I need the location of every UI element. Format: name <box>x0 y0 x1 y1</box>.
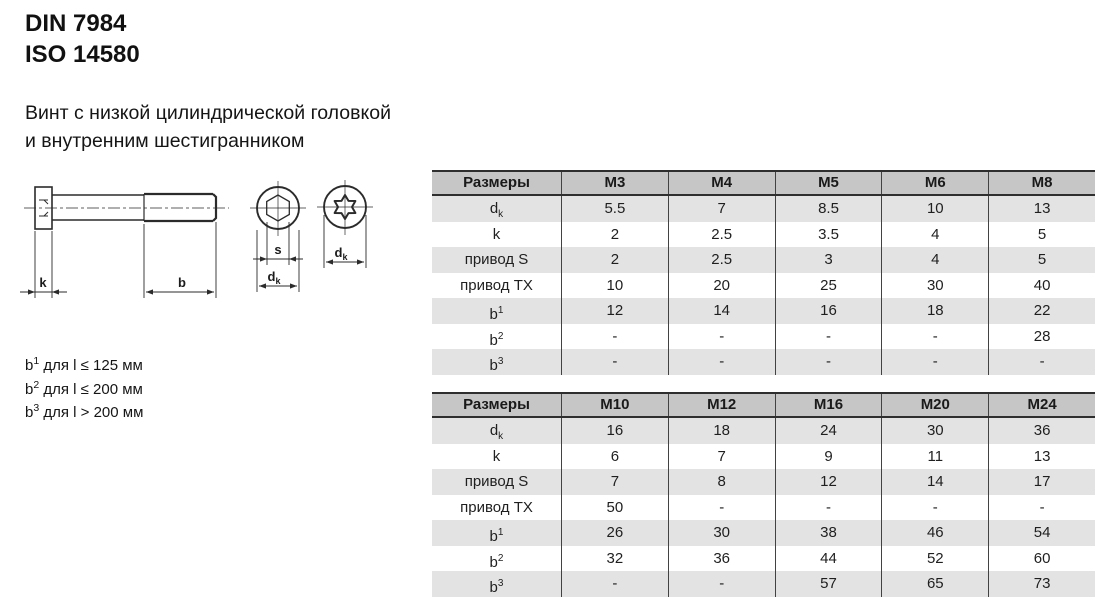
table-cell: 2.5 <box>668 222 775 248</box>
row-label: привод S <box>464 473 529 490</box>
standard-iso: ISO 14580 <box>25 41 140 68</box>
table-cell: - <box>775 349 882 375</box>
table-cell: 57 <box>775 571 882 597</box>
row-label: привод TX <box>460 498 533 516</box>
table-cell: - <box>988 349 1095 375</box>
dimension-label-b: b <box>178 275 186 290</box>
table-row <box>432 469 1095 495</box>
table-cell: 50 <box>561 495 668 521</box>
row-label: привод TX <box>460 276 533 294</box>
table-cell: 30 <box>881 418 988 444</box>
table-cell: 36 <box>988 418 1095 444</box>
table-row <box>432 444 1095 470</box>
footnote-b1: $b^1$ для l ≤ 125 мм <box>25 355 143 374</box>
table-cell: 30 <box>668 520 775 546</box>
row-label: $b^1$ <box>489 305 504 323</box>
table-header-row <box>432 394 1095 418</box>
table-cell: - <box>561 324 668 350</box>
row-label: $d_k$ <box>489 200 504 220</box>
table-cell: - <box>561 349 668 375</box>
column-header: M8 <box>988 172 1095 194</box>
table-cell: - <box>668 495 775 521</box>
table-cell: 5.5 <box>561 196 668 222</box>
table-cell: 2 <box>561 247 668 273</box>
table-cell: 38 <box>775 520 882 546</box>
table-cell: 46 <box>881 520 988 546</box>
table-cell: 22 <box>988 298 1095 324</box>
head-view-hex <box>250 181 306 292</box>
table-row <box>432 222 1095 248</box>
table-cell: 60 <box>988 546 1095 572</box>
dimension-table-m10-m24 <box>432 392 1095 597</box>
column-header: M20 <box>881 394 988 416</box>
row-label: k <box>492 447 501 465</box>
length-footnotes <box>25 352 143 423</box>
table-cell: 3.5 <box>775 222 882 248</box>
column-header: M6 <box>881 172 988 194</box>
table-cell: 5 <box>988 247 1095 273</box>
table-cell: 9 <box>775 444 882 470</box>
table-row <box>432 546 1095 572</box>
table-cell: - <box>988 495 1095 521</box>
table-cell: 73 <box>988 571 1095 597</box>
table-cell: 3 <box>775 247 882 273</box>
table-row <box>432 324 1095 350</box>
row-label: $b^2$ <box>489 330 504 349</box>
product-title-line1: Винт с низкой цилиндрической головкой <box>25 102 391 124</box>
table-cell: 20 <box>668 273 775 299</box>
row-label: привод S <box>464 251 529 268</box>
table-cell: 25 <box>775 273 882 299</box>
table-row <box>432 247 1095 273</box>
side-view <box>24 187 229 229</box>
table-cell: 2.5 <box>668 247 775 273</box>
standard-din: DIN 7984 <box>25 10 127 37</box>
table-cell: - <box>881 324 988 350</box>
screw-technical-drawing <box>10 175 420 315</box>
table-cell: - <box>775 495 882 521</box>
row-label: $d_k$ <box>489 422 504 442</box>
table-cell: 10 <box>881 196 988 222</box>
row-label: $b^3$ <box>489 578 504 596</box>
table-cell: 5 <box>988 222 1095 248</box>
table-cell: 13 <box>988 444 1095 470</box>
table-cell: - <box>881 349 988 375</box>
footnote-b2: $b^2$ для l ≤ 200 мм <box>25 378 143 398</box>
table-cell: 24 <box>775 418 882 444</box>
table-cell: 52 <box>881 546 988 572</box>
table-row <box>432 495 1095 521</box>
table-cell: 6 <box>561 444 668 470</box>
table-row <box>432 418 1095 444</box>
table-cell: 10 <box>561 273 668 299</box>
table-cell: - <box>668 324 775 350</box>
column-header: M3 <box>561 172 668 194</box>
row-label: k <box>492 225 501 243</box>
table-row <box>432 298 1095 324</box>
table-cell: - <box>668 571 775 597</box>
table-row <box>432 196 1095 222</box>
table-cell: 36 <box>668 546 775 572</box>
footnote-b3: $b^3$ для l > 200 мм <box>25 402 144 421</box>
table-cell: 12 <box>775 469 882 495</box>
table-row <box>432 571 1095 597</box>
row-label-header: Размеры <box>463 396 530 413</box>
table-cell: 8 <box>668 469 775 495</box>
dimension-label-dk-torx: $d_k$ <box>334 245 348 262</box>
table-cell: 4 <box>881 247 988 273</box>
table-cell: 8.5 <box>775 196 882 222</box>
table-cell: 18 <box>668 418 775 444</box>
table-cell: 54 <box>988 520 1095 546</box>
product-title-line2: и внутренним шестигранником <box>25 130 305 152</box>
table-cell: 7 <box>561 469 668 495</box>
table-cell: 14 <box>668 298 775 324</box>
table-cell: 32 <box>561 546 668 572</box>
table-cell: - <box>775 324 882 350</box>
table-row <box>432 349 1095 375</box>
column-header: M12 <box>668 394 775 416</box>
table-cell: 44 <box>775 546 882 572</box>
column-header: M24 <box>988 394 1095 416</box>
table-cell: 14 <box>881 469 988 495</box>
table-cell: 16 <box>561 418 668 444</box>
table-cell: 7 <box>668 444 775 470</box>
product-title <box>25 99 391 155</box>
table-cell: 40 <box>988 273 1095 299</box>
table-header-row <box>432 172 1095 196</box>
table-cell: 65 <box>881 571 988 597</box>
head-view-torx <box>317 180 373 268</box>
row-label-header: Размеры <box>463 174 530 191</box>
table-cell: 13 <box>988 196 1095 222</box>
table-cell: 4 <box>881 222 988 248</box>
table-cell: 28 <box>988 324 1095 350</box>
dimension-label-k: k <box>39 275 47 290</box>
table-cell: 12 <box>561 298 668 324</box>
column-header: M5 <box>775 172 882 194</box>
dimension-table-m3-m8 <box>432 170 1095 375</box>
column-header: M4 <box>668 172 775 194</box>
table-cell: 16 <box>775 298 882 324</box>
dimension-label-dk-hex: $d_k$ <box>267 269 281 286</box>
column-header: M10 <box>561 394 668 416</box>
table-cell: 30 <box>881 273 988 299</box>
threaded-portion <box>144 194 216 221</box>
table-cell: 17 <box>988 469 1095 495</box>
table-cell: - <box>668 349 775 375</box>
table-cell: 26 <box>561 520 668 546</box>
table-cell: 7 <box>668 196 775 222</box>
row-label: $b^1$ <box>489 527 504 545</box>
table-row <box>432 273 1095 299</box>
table-cell: 11 <box>881 444 988 470</box>
column-header: M16 <box>775 394 882 416</box>
table-cell: 18 <box>881 298 988 324</box>
table-cell: - <box>561 571 668 597</box>
row-label: $b^2$ <box>489 552 504 571</box>
standard-codes <box>25 8 140 70</box>
table-cell: - <box>881 495 988 521</box>
table-cell: 2 <box>561 222 668 248</box>
row-label: $b^3$ <box>489 356 504 374</box>
dimension-label-s: s <box>274 242 282 257</box>
table-row <box>432 520 1095 546</box>
